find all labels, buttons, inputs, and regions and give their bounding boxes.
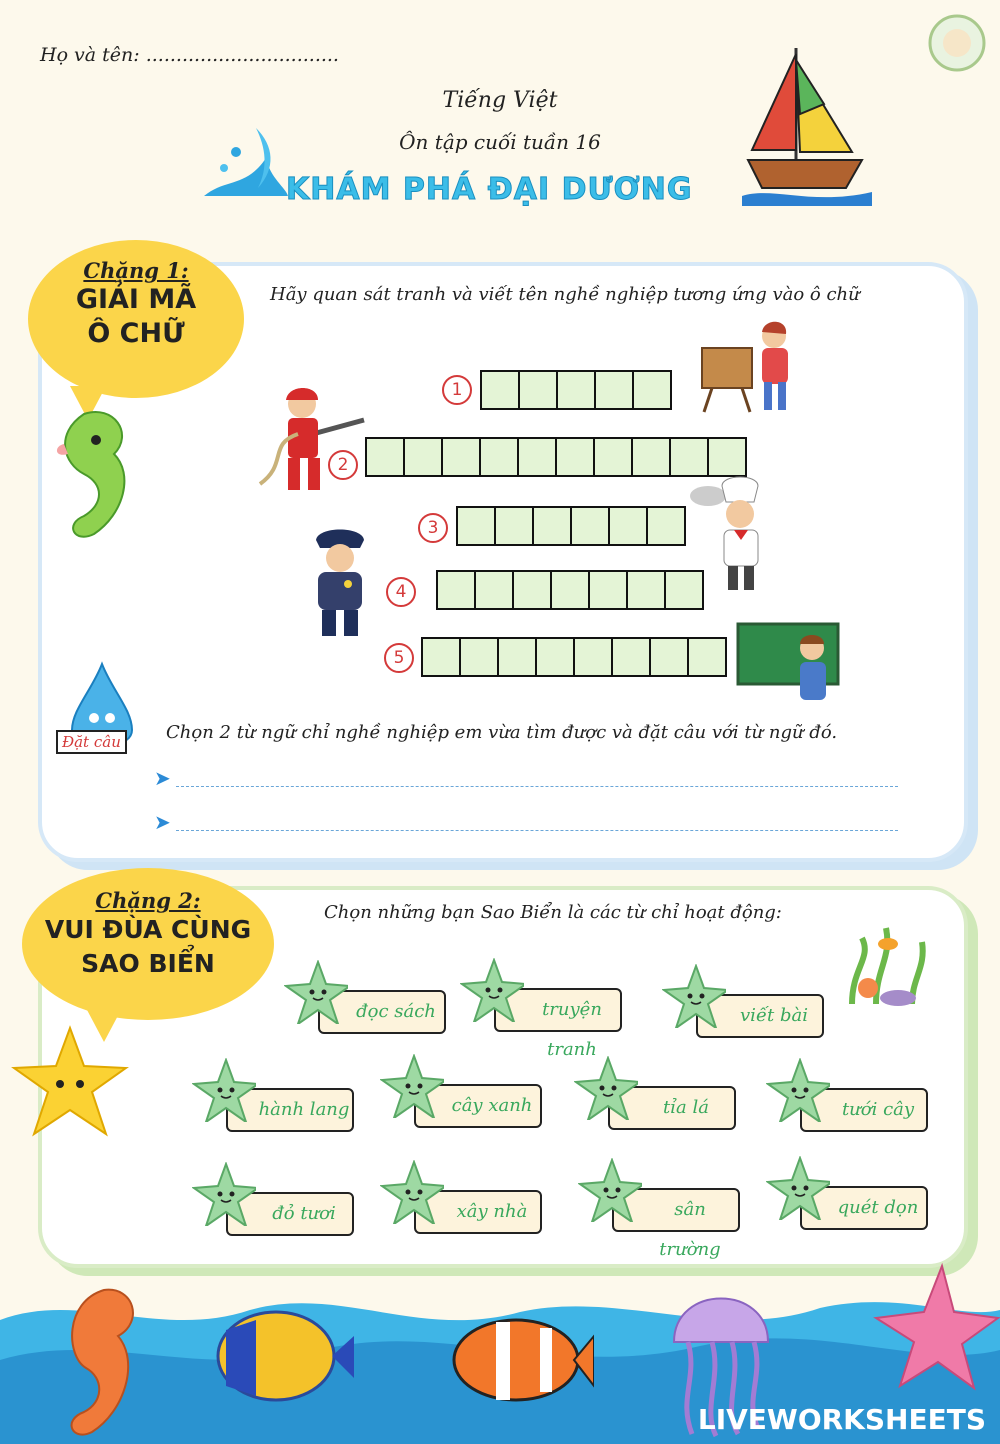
crossword-cell[interactable] bbox=[588, 570, 628, 610]
coral-reef-icon bbox=[842, 918, 936, 1006]
starfish-word-card[interactable]: tưới cây bbox=[800, 1088, 928, 1132]
stage1-title-line2: Ô CHỮ bbox=[87, 318, 185, 349]
starfish-word-card[interactable]: quét dọn bbox=[800, 1186, 928, 1230]
teacher-icon bbox=[736, 622, 840, 702]
name-line: Họ và tên: ................................ bbox=[40, 44, 339, 66]
crossword-cell[interactable] bbox=[441, 437, 481, 477]
answer-line[interactable] bbox=[176, 830, 898, 831]
firefighter-icon bbox=[258, 384, 368, 496]
starfish-word-card[interactable]: đọc sách bbox=[318, 990, 446, 1034]
stage1-instruction: Hãy quan sát tranh và viết tên nghề nghiệp tương ứng vào ô chữ bbox=[270, 284, 860, 305]
starfish-word-card[interactable]: cây xanh bbox=[414, 1084, 542, 1128]
stage2-title-line2: SAO BIỂN bbox=[81, 949, 215, 978]
starfish-word-card[interactable]: tỉa lá bbox=[608, 1086, 736, 1130]
stage2-instruction: Chọn những bạn Sao Biển là các từ chỉ hoạt động: bbox=[324, 902, 782, 923]
green-starfish-icon bbox=[578, 1158, 642, 1222]
crossword-cell[interactable] bbox=[593, 437, 633, 477]
stage1-label: Chặng 1: bbox=[83, 258, 189, 283]
yellow-starfish-icon bbox=[10, 1024, 130, 1138]
crossword-cell[interactable] bbox=[570, 506, 610, 546]
crossword-row-1 bbox=[480, 370, 670, 410]
stage2-label: Chặng 2: bbox=[95, 888, 201, 913]
chef-icon bbox=[688, 476, 784, 592]
crossword-cell[interactable] bbox=[707, 437, 747, 477]
crossword-cell[interactable] bbox=[555, 437, 595, 477]
pink-starfish-icon bbox=[872, 1262, 1000, 1392]
seahorse-orange-icon bbox=[44, 1282, 154, 1442]
row-number: 1 bbox=[442, 375, 472, 405]
row-number: 4 bbox=[386, 577, 416, 607]
crossword-row-2 bbox=[365, 437, 745, 477]
row-number: 5 bbox=[384, 643, 414, 673]
crossword-cell[interactable] bbox=[594, 370, 634, 410]
green-starfish-icon bbox=[766, 1058, 830, 1122]
sailboat-icon bbox=[712, 40, 888, 210]
painter-icon bbox=[698, 318, 804, 416]
crossword-cell[interactable] bbox=[456, 506, 496, 546]
water-splash-icon bbox=[196, 118, 292, 208]
starfish-word-card[interactable]: viết bài bbox=[696, 994, 824, 1038]
crossword-cell[interactable] bbox=[517, 437, 557, 477]
crossword-cell[interactable] bbox=[459, 637, 499, 677]
crossword-cell[interactable] bbox=[365, 437, 405, 477]
crossword-row-4 bbox=[436, 570, 702, 610]
crossword-cell[interactable] bbox=[556, 370, 596, 410]
crossword-cell[interactable] bbox=[497, 637, 537, 677]
crossword-cell[interactable] bbox=[532, 506, 572, 546]
starfish-word-card[interactable]: đỏ tươi bbox=[226, 1192, 354, 1236]
starfish-word-card[interactable]: sân trường bbox=[612, 1188, 740, 1232]
subject-title: Tiếng Việt bbox=[442, 88, 558, 113]
crossword-cell[interactable] bbox=[550, 570, 590, 610]
starfish-word-card[interactable]: hành lang bbox=[226, 1088, 354, 1132]
week-title: Ôn tập cuối tuần 16 bbox=[399, 130, 601, 154]
crossword-cell[interactable] bbox=[403, 437, 443, 477]
green-starfish-icon bbox=[766, 1156, 830, 1220]
clownfish-icon bbox=[444, 1306, 594, 1412]
arrow-icon: ➤ bbox=[154, 810, 171, 834]
sentence-instruction: Chọn 2 từ ngữ chỉ nghề nghiệp em vừa tìm được và đặt câu với từ ngữ đó. bbox=[166, 722, 838, 743]
crossword-cell[interactable] bbox=[632, 370, 672, 410]
stage1-title-line1: GIẢI MÃ bbox=[75, 284, 197, 315]
crossword-cell[interactable] bbox=[474, 570, 514, 610]
crossword-cell[interactable] bbox=[687, 637, 727, 677]
footer-brand: LIVEWORKSHEETS bbox=[697, 1403, 986, 1436]
sentence-badge: Đặt câu bbox=[56, 730, 127, 754]
banner-title: KHÁM PHÁ ĐẠI DƯƠNG bbox=[286, 172, 693, 207]
crossword-cell[interactable] bbox=[421, 637, 461, 677]
stage1-bubble bbox=[28, 240, 244, 398]
crossword-cell[interactable] bbox=[535, 637, 575, 677]
crossword-cell[interactable] bbox=[436, 570, 476, 610]
stage2-title-line1: VUI ĐÙA CÙNG bbox=[44, 915, 252, 944]
angelfish-icon bbox=[206, 1300, 356, 1410]
crossword-cell[interactable] bbox=[669, 437, 709, 477]
crossword-cell[interactable] bbox=[608, 506, 648, 546]
green-starfish-icon bbox=[192, 1162, 256, 1226]
green-starfish-icon bbox=[192, 1058, 256, 1122]
crossword-cell[interactable] bbox=[480, 370, 520, 410]
crossword-cell[interactable] bbox=[631, 437, 671, 477]
crossword-cell[interactable] bbox=[479, 437, 519, 477]
school-logo-icon bbox=[928, 14, 986, 72]
police-icon bbox=[304, 526, 376, 638]
crossword-cell[interactable] bbox=[611, 637, 651, 677]
green-starfish-icon bbox=[574, 1056, 638, 1120]
row-number: 2 bbox=[328, 450, 358, 480]
green-starfish-icon bbox=[662, 964, 726, 1028]
crossword-cell[interactable] bbox=[512, 570, 552, 610]
green-starfish-icon bbox=[460, 958, 524, 1022]
arrow-icon: ➤ bbox=[154, 766, 171, 790]
starfish-word-card[interactable]: truyện tranh bbox=[494, 988, 622, 1032]
green-starfish-icon bbox=[380, 1160, 444, 1224]
crossword-cell[interactable] bbox=[518, 370, 558, 410]
green-starfish-icon bbox=[380, 1054, 444, 1118]
crossword-cell[interactable] bbox=[494, 506, 534, 546]
answer-line[interactable] bbox=[176, 786, 898, 787]
green-starfish-icon bbox=[284, 960, 348, 1024]
seahorse-icon bbox=[44, 404, 138, 548]
row-number: 3 bbox=[418, 513, 448, 543]
crossword-cell[interactable] bbox=[649, 637, 689, 677]
crossword-row-3 bbox=[456, 506, 684, 546]
crossword-cell[interactable] bbox=[626, 570, 666, 610]
crossword-cell[interactable] bbox=[573, 637, 613, 677]
crossword-cell[interactable] bbox=[646, 506, 686, 546]
starfish-word-card[interactable]: xây nhà bbox=[414, 1190, 542, 1234]
stage2-bubble bbox=[22, 868, 274, 1020]
crossword-row-5 bbox=[421, 637, 725, 677]
